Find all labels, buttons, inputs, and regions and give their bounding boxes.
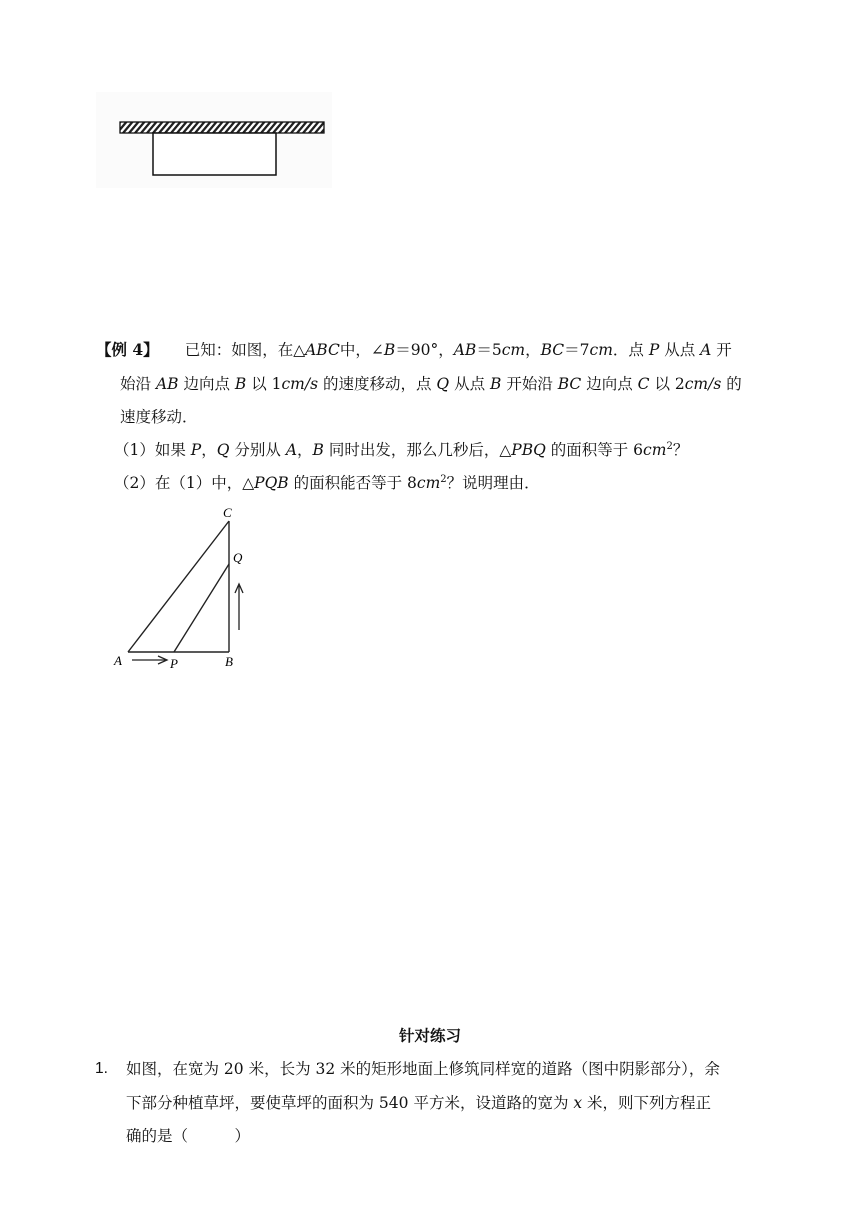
label-C: C [223,505,232,520]
label-P: P [170,656,178,671]
example4-line3: 速度移动． [120,408,198,426]
practice-item1-line1: 如图，在宽为 20 米，长为 32 米的矩形地面上修筑同样宽的道路（图中阴影部分），余 [126,1060,720,1078]
triangle-figure [100,500,270,680]
label-Q: Q [233,550,243,565]
shelf-figure [96,92,332,188]
box-rectangle [153,133,276,175]
label-B: B [225,654,233,669]
side-AC [128,521,229,652]
practice-item1-line3: 确的是（ ） [126,1127,251,1145]
segment-PQ [174,564,229,652]
question-2: （2）在（1）中，△PQB 的面积能否等于 $8cm^2$？说明理由． [114,474,540,492]
practice-item-number: 1. [95,1060,108,1077]
question-1: （1）如果 P，Q 分别从 A，B 同时出发，那么几秒后，△PBQ 的面积等于 $6cm^2$？ [114,441,689,459]
practice-heading: 针对练习 [398,1026,461,1045]
practice-item1-line2: 下部分种植草坪，要使草坪的面积为 540 平方米，设道路的宽为 x 米，则下列方程正 [126,1094,712,1112]
example4-line2: 始沿 AB 边向点 B 以 1cm/s 的速度移动，点 Q 从点 B 开始沿 BC 边向点 C 以 2cm/s 的 [120,375,742,393]
label-A: A [114,653,122,668]
example-tag: 【例 4】 [96,340,159,359]
hatched-plank [120,122,324,133]
example4-line1: 【例 4】 已知：如图，在△ABC中，∠B＝90°，AB＝5cm，BC＝7cm．点 P 从点 A 开 [96,340,732,359]
